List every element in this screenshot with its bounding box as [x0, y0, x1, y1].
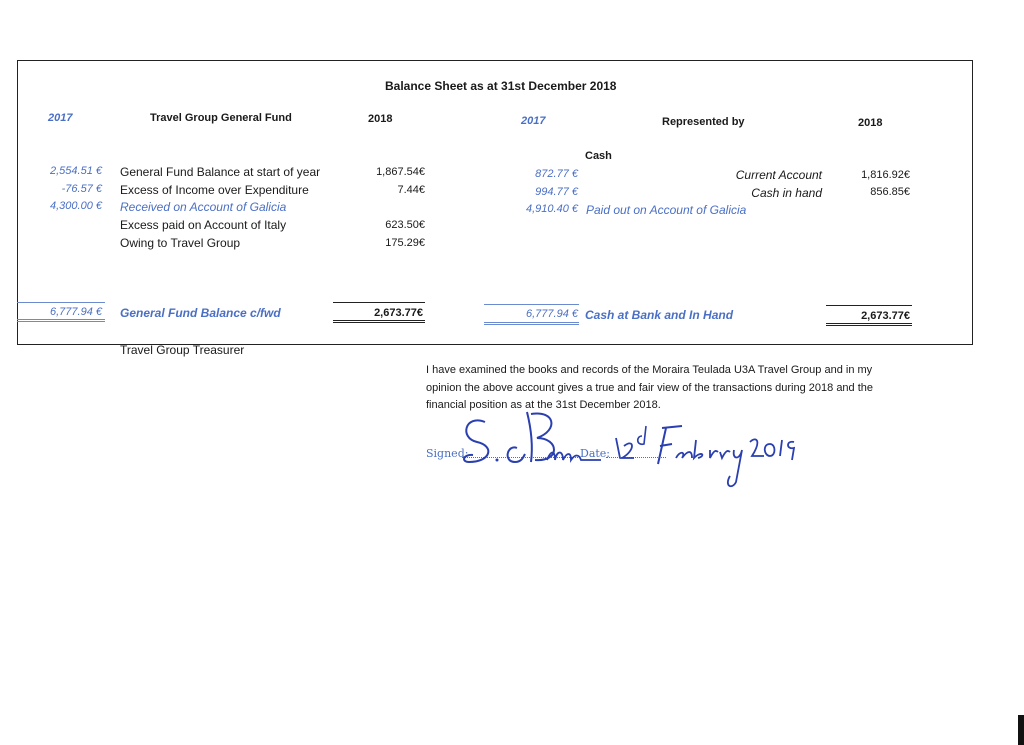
right-row-label: Paid out on Account of Galicia [586, 203, 747, 217]
left-row-2018-value: 1,867.54€ [376, 166, 425, 178]
left-col-2018-header: 2018 [368, 113, 393, 125]
right-row-2018-value: 1,816.92€ [861, 169, 910, 181]
left-col-2017-header: 2017 [48, 112, 73, 124]
right-2017-total-double-rule [484, 322, 579, 325]
right-heading: Represented by [662, 116, 745, 128]
left-row-2017-value: -76.57 € [61, 183, 102, 195]
right-row-label: Cash in hand [751, 186, 822, 200]
handwritten-signature [455, 408, 605, 473]
right-total-2017-value: 6,777.94 € [526, 308, 578, 320]
audit-statement-line: opinion the above account gives a true and fair view of the transactions during 2018 and the [426, 382, 874, 394]
audit-statement-line: financial position as at the 31st December 2018. [426, 399, 661, 411]
right-row-2017-value: 994.77 € [535, 186, 578, 198]
audit-statement-line: I have examined the books and records of the Moraira Teulada U3A Travel Group and in my [426, 364, 873, 376]
right-2018-total-rule-top [826, 305, 912, 306]
left-total-label: General Fund Balance c/fwd [120, 306, 281, 320]
left-2018-total-rule-top [333, 302, 425, 303]
right-2017-total-rule [484, 304, 579, 305]
right-2018-total-rule-bottom [826, 323, 912, 326]
sheet-title: Balance Sheet as at 31st December 2018 [385, 79, 617, 93]
treasurer-label: Travel Group Treasurer [120, 343, 245, 357]
left-row-2018-value: 7.44€ [397, 184, 425, 196]
left-2017-total-rule [17, 302, 105, 303]
left-row-label: Excess paid on Account of Italy [120, 218, 287, 232]
right-total-label: Cash at Bank and In Hand [585, 308, 734, 322]
right-row-2018-value: 856.85€ [870, 186, 910, 198]
cash-subheading: Cash [585, 150, 612, 162]
left-total-2018-value: 2,673.77€ [374, 307, 423, 319]
left-row-label: Excess of Income over Expenditure [120, 183, 309, 197]
right-row-label: Current Account [735, 168, 822, 182]
right-total-2018-value: 2,673.77€ [861, 310, 910, 322]
left-2018-total-rule-bottom [333, 320, 425, 323]
left-row-label: General Fund Balance at start of year [120, 165, 321, 179]
left-row-2018-value: 623.50€ [385, 219, 425, 231]
left-heading: Travel Group General Fund [150, 112, 292, 124]
left-row-2017-value: 2,554.51 € [50, 165, 102, 177]
date-label: Date: [580, 447, 611, 460]
signed-label: Signed: [426, 447, 469, 460]
left-total-2017-value: 6,777.94 € [50, 306, 102, 318]
right-col-2017-header: 2017 [521, 115, 546, 127]
right-row-2017-value: 872.77 € [535, 168, 578, 180]
left-row-2018-value: 175.29€ [385, 237, 425, 249]
scan-edge-mark [1018, 715, 1024, 745]
right-row-2017-value: 4,910.40 € [526, 203, 578, 215]
left-2017-total-double-rule [17, 319, 105, 322]
left-row-2017-value: 4,300.00 € [50, 200, 102, 212]
left-row-label: Owing to Travel Group [120, 236, 241, 250]
right-col-2018-header: 2018 [858, 117, 883, 129]
handwritten-date [610, 420, 810, 495]
left-row-label: Received on Account of Galicia [120, 200, 287, 214]
